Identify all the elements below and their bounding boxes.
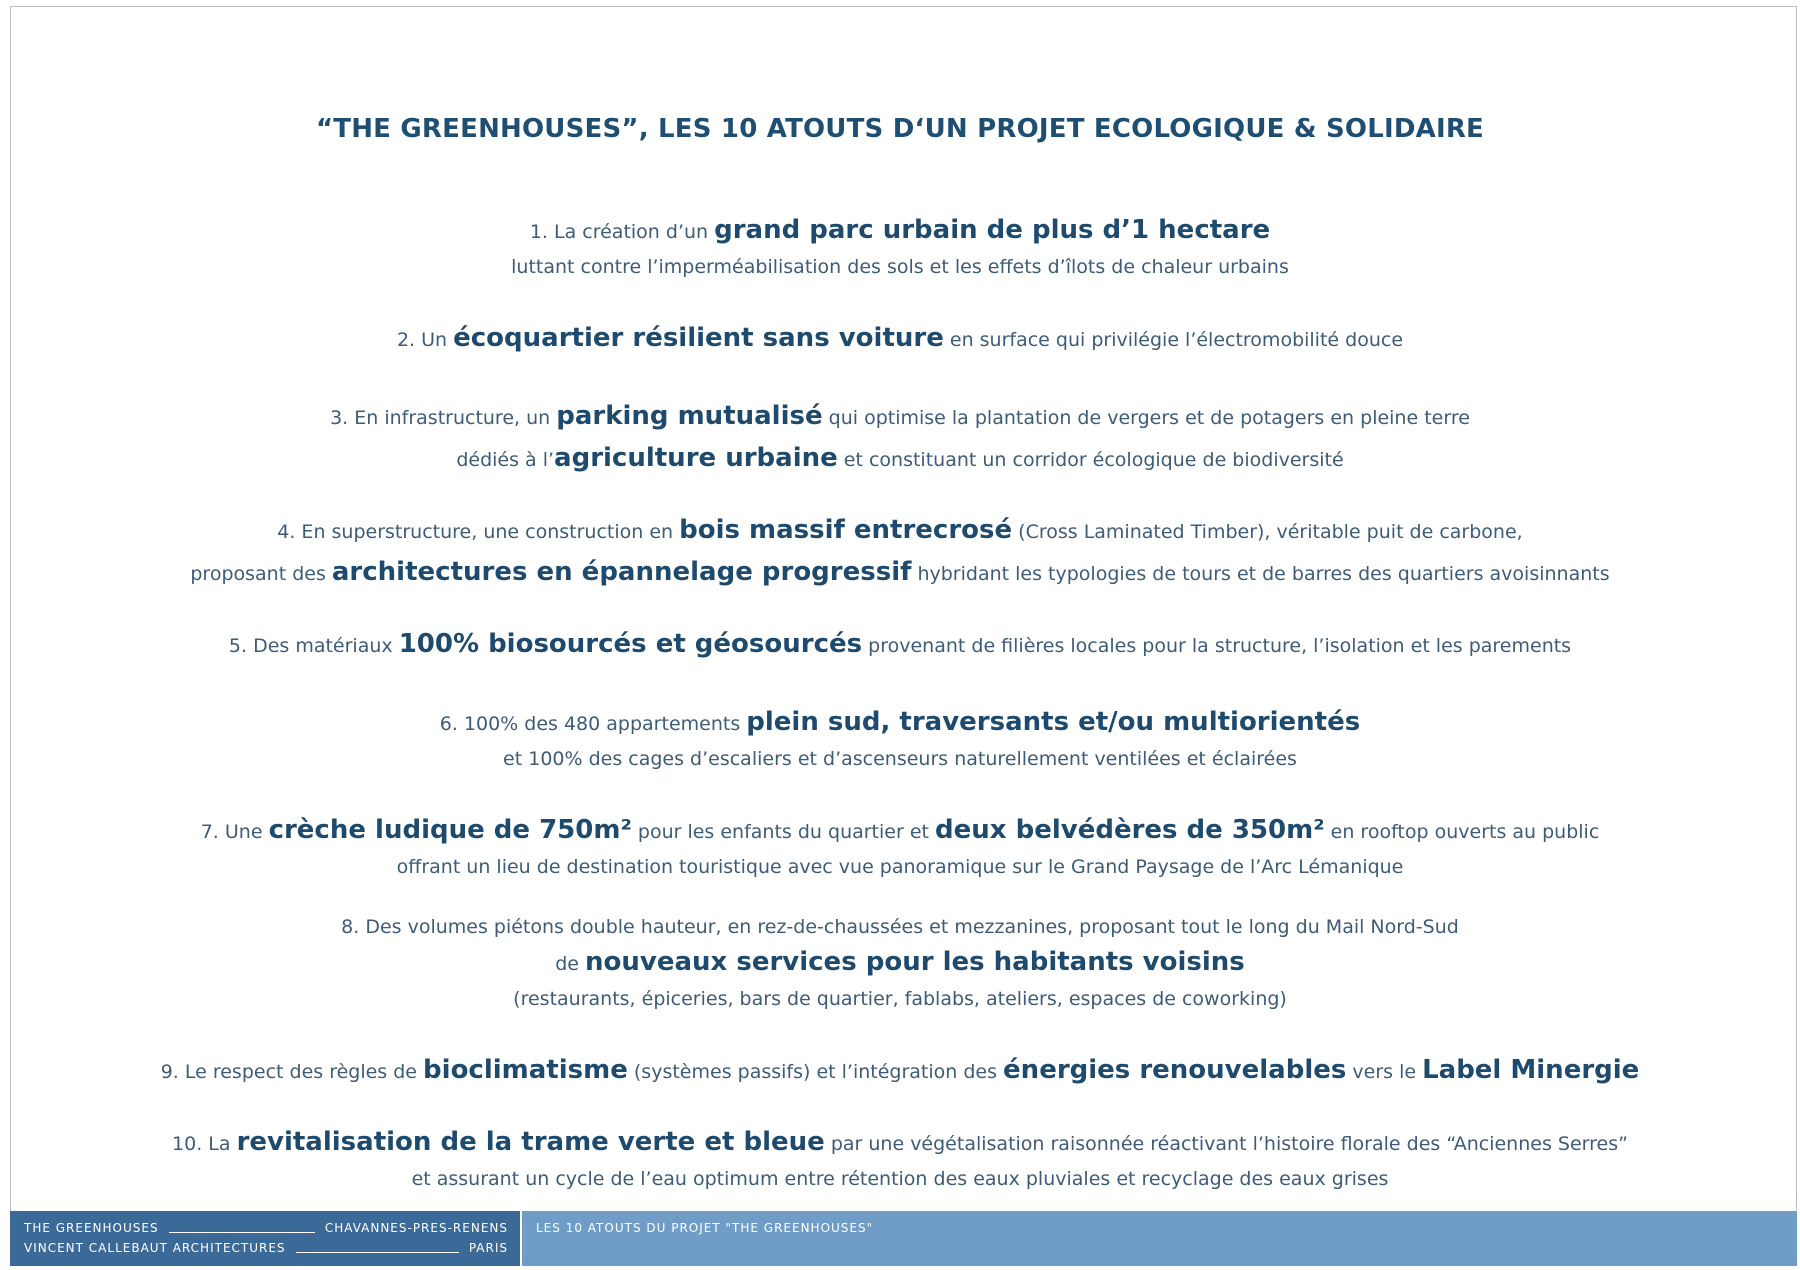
footer-caption: LES 10 ATOUTS DU PROJET "THE GREENHOUSES" [520, 1211, 1797, 1266]
footer-divider [296, 1244, 459, 1253]
footer-location: CHAVANNES-PRES-RENENS [324, 1221, 508, 1235]
highlight: 100% biosourcés et géosourcés [398, 629, 863, 659]
item-6-line-2: et 100% des cages d’escaliers et d’ascenseurs naturellement ventilées et éclairées [503, 748, 1297, 770]
highlight: énergies renouvelables [1003, 1055, 1347, 1085]
item-4-line-2: proposant des architectures en épannelage progressif hybridant les typologies de tours et de barres des quartiers avoisinnants [190, 557, 1610, 587]
footer-firm: VINCENT CALLEBAUT ARCHITECTURES [24, 1241, 286, 1255]
footer-row-project [24, 1221, 508, 1235]
footer-row-firm [24, 1241, 508, 1255]
highlight: agriculture urbaine [554, 443, 838, 473]
item-6-line-1: 6. 100% des 480 appartements plein sud, traversants et/ou multiorientés [439, 707, 1361, 737]
footer-city: PARIS [468, 1241, 508, 1255]
item-1-line-2: luttant contre l’imperméabilisation des sols et les effets d’îlots de chaleur urbains [511, 256, 1289, 278]
highlight: revitalisation de la trame verte et bleue [236, 1127, 825, 1157]
list-item-3 [0, 396, 1800, 480]
highlight: écoquartier résilient sans voiture [453, 323, 944, 353]
item-8-line-2: de nouveaux services pour les habitants voisins [555, 947, 1245, 977]
list-item-10 [0, 1122, 1800, 1194]
highlight: Label Minergie [1422, 1055, 1640, 1085]
list-item-5 [0, 624, 1800, 666]
item-10-line-2: et assurant un cycle de l’eau optimum entre rétention des eaux pluviales et recyclage des eaux grises [411, 1168, 1389, 1190]
item-8-line-1: 8. Des volumes piétons double hauteur, en rez-de-chaussées et mezzanines, proposant tout le long du Mail Nord-Sud [341, 916, 1459, 938]
list-item-9 [0, 1050, 1800, 1092]
footer-bar [10, 1211, 1797, 1266]
footer-credits [10, 1211, 520, 1266]
highlight: nouveaux services pour les habitants voisins [585, 947, 1245, 977]
highlight: grand parc urbain de plus d’1 hectare [714, 215, 1271, 245]
highlight: bois massif entrecrosé [679, 515, 1013, 545]
footer-divider [169, 1224, 315, 1233]
list-item-7 [0, 810, 1800, 882]
item-5-line-1: 5. Des matériaux 100% biosourcés et géosourcés provenant de filières locales pour la structure, l’isolation et les parements [228, 629, 1572, 659]
item-7-line-1: 7. Une crèche ludique de 750m² pour les enfants du quartier et deux belvédères de 350m² en rooftop ouverts au public [200, 815, 1600, 845]
list-item-8 [0, 912, 1800, 1014]
highlight: bioclimatisme [423, 1055, 628, 1085]
highlight: deux belvédères de 350m² [935, 815, 1325, 845]
item-3-line-1: 3. En infrastructure, un parking mutualisé qui optimise la plantation de vergers et de potagers en pleine terre [330, 401, 1470, 431]
list-item-4 [0, 510, 1800, 594]
list-item-6 [0, 702, 1800, 774]
item-4-line-1: 4. En superstructure, une construction en bois massif entrecrosé (Cross Laminated Timber), véritable puit de carbone, [277, 515, 1523, 545]
page-title: “THE GREENHOUSES”, LES 10 ATOUTS D‘UN PROJET ECOLOGIQUE & SOLIDAIRE [315, 114, 1484, 144]
item-10-line-1: 10. La revitalisation de la trame verte et bleue par une végétalisation raisonnée réactivant l’histoire florale des “Anciennes Serres” [172, 1127, 1628, 1157]
list-item-2 [0, 318, 1800, 360]
item-9-line-1: 9. Le respect des règles de bioclimatisme (systèmes passifs) et l’intégration des énergies renouvelables vers le Label Minergie [160, 1055, 1640, 1085]
highlight: parking mutualisé [556, 401, 823, 431]
item-7-line-2: offrant un lieu de destination touristique avec vue panoramique sur le Grand Paysage de l’Arc Lémanique [396, 856, 1404, 878]
list-item-1 [0, 210, 1800, 282]
item-3-line-2: dédiés à l’agriculture urbaine et constituant un corridor écologique de biodiversité [456, 443, 1344, 473]
footer-project: THE GREENHOUSES [24, 1221, 159, 1235]
highlight: plein sud, traversants et/ou multiorientés [746, 707, 1361, 737]
item-8-line-3: (restaurants, épiceries, bars de quartier, fablabs, ateliers, espaces de coworking) [513, 988, 1287, 1010]
item-2-line-1: 2. Un écoquartier résilient sans voiture en surface qui privilégie l’électromobilité douce [396, 323, 1404, 353]
highlight: crèche ludique de 750m² [268, 815, 632, 845]
atouts-list [0, 210, 1800, 1194]
highlight: architectures en épannelage progressif [331, 557, 912, 587]
item-1-line-1: 1. La création d’un grand parc urbain de plus d’1 hectare [529, 215, 1271, 245]
